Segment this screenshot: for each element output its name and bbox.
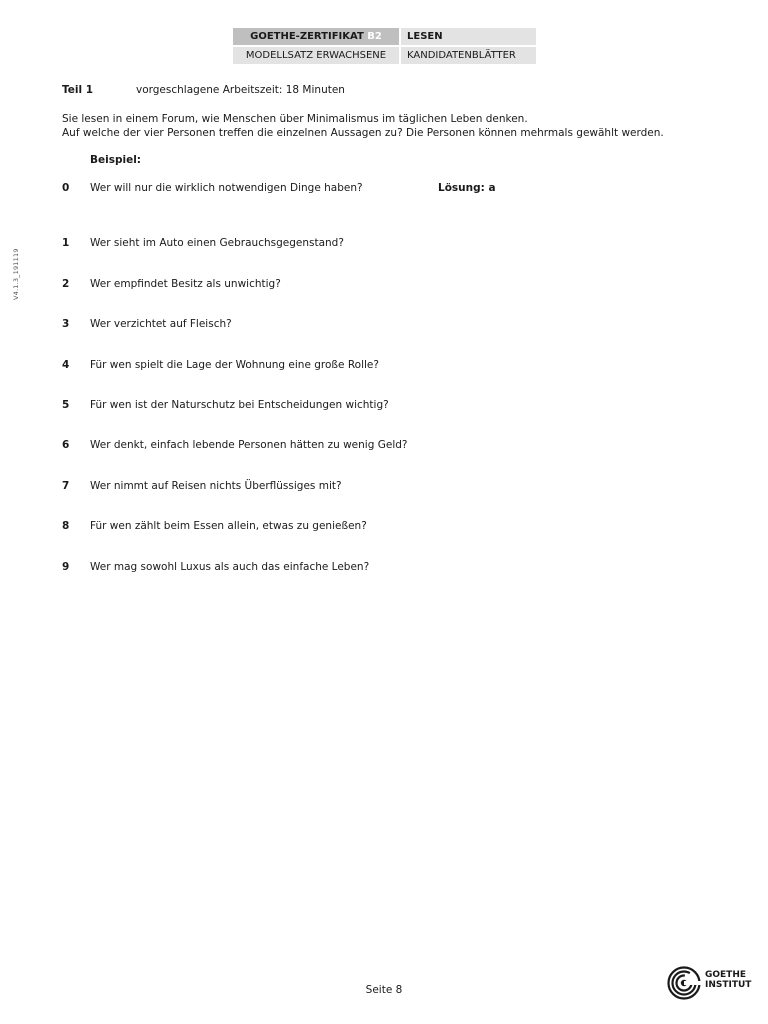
example-label: Beispiel: [90, 154, 142, 166]
question-item [62, 278, 281, 290]
page-number: Seite 8 [365, 984, 403, 996]
goethe-institut-logo [667, 966, 757, 1002]
logo-line-1: GOETHE [705, 970, 747, 980]
instructions [62, 112, 722, 140]
goethe-spiral-icon [667, 966, 701, 1000]
question-text: Für wen spielt die Lage der Wohnung eine große Rolle? [90, 359, 379, 371]
question-item [62, 520, 367, 532]
question-item [62, 561, 369, 573]
question-text: Wer nimmt auf Reisen nichts Überflüssiges mit? [90, 480, 342, 492]
cert-level: B2 [367, 31, 382, 42]
question-text: Wer sieht im Auto einen Gebrauchsgegenstand? [90, 237, 344, 249]
question-text: Für wen zählt beim Essen allein, etwas zu genießen? [90, 520, 367, 532]
question-item [62, 359, 379, 371]
question-text: Wer mag sowohl Luxus als auch das einfache Leben? [90, 561, 370, 573]
question-number: 4 [62, 359, 70, 371]
question-text: Wer will nur die wirklich notwendigen Dinge haben? [90, 182, 363, 194]
cert-name: GOETHE-ZERTIFIKAT [250, 31, 364, 42]
question-number: 5 [62, 399, 70, 411]
cert-title [233, 28, 400, 46]
question-number: 1 [62, 237, 70, 249]
question-number: 2 [62, 278, 70, 290]
question-item [62, 439, 407, 451]
question-text: Für wen ist der Naturschutz bei Entscheidungen wichtig? [90, 399, 389, 411]
working-time: vorgeschlagene Arbeitszeit: 18 Minuten [136, 84, 345, 96]
exam-header [233, 28, 536, 64]
logo-line-2: INSTITUT [705, 980, 752, 990]
module-title: LESEN [400, 28, 536, 46]
model-label: MODELLSATZ ERWACHSENE [233, 46, 400, 64]
logo-wordmark [705, 970, 751, 990]
question-number: 3 [62, 318, 70, 330]
question-number: 7 [62, 480, 70, 492]
instructions-line-2: Auf welche der vier Personen treffen die einzelnen Aussagen zu? Die Personen können mehrmals gewählt werden. [62, 127, 664, 139]
question-number: 0 [62, 182, 70, 194]
example-solution: Lösung: a [438, 182, 496, 194]
instructions-line-1: Sie lesen in einem Forum, wie Menschen über Minimalismus im täglichen Leben denken. [62, 113, 528, 125]
question-text: Wer empfindet Besitz als unwichtig? [90, 278, 281, 290]
question-item [62, 237, 344, 249]
question-item [62, 399, 389, 411]
question-text: Wer verzichtet auf Fleisch? [90, 318, 232, 330]
question-item [62, 480, 342, 492]
question-number: 6 [62, 439, 70, 451]
question-text: Wer denkt, einfach lebende Personen hätten zu wenig Geld? [90, 439, 408, 451]
sheet-label: KANDIDATENBLÄTTER [400, 46, 536, 64]
question-item [62, 318, 232, 330]
version-code: V4.1.3_191119 [12, 248, 20, 300]
teil-heading [62, 84, 345, 96]
example-question [62, 182, 363, 194]
teil-label: Teil 1 [62, 84, 94, 96]
question-number: 8 [62, 520, 70, 532]
question-number: 9 [62, 561, 70, 573]
